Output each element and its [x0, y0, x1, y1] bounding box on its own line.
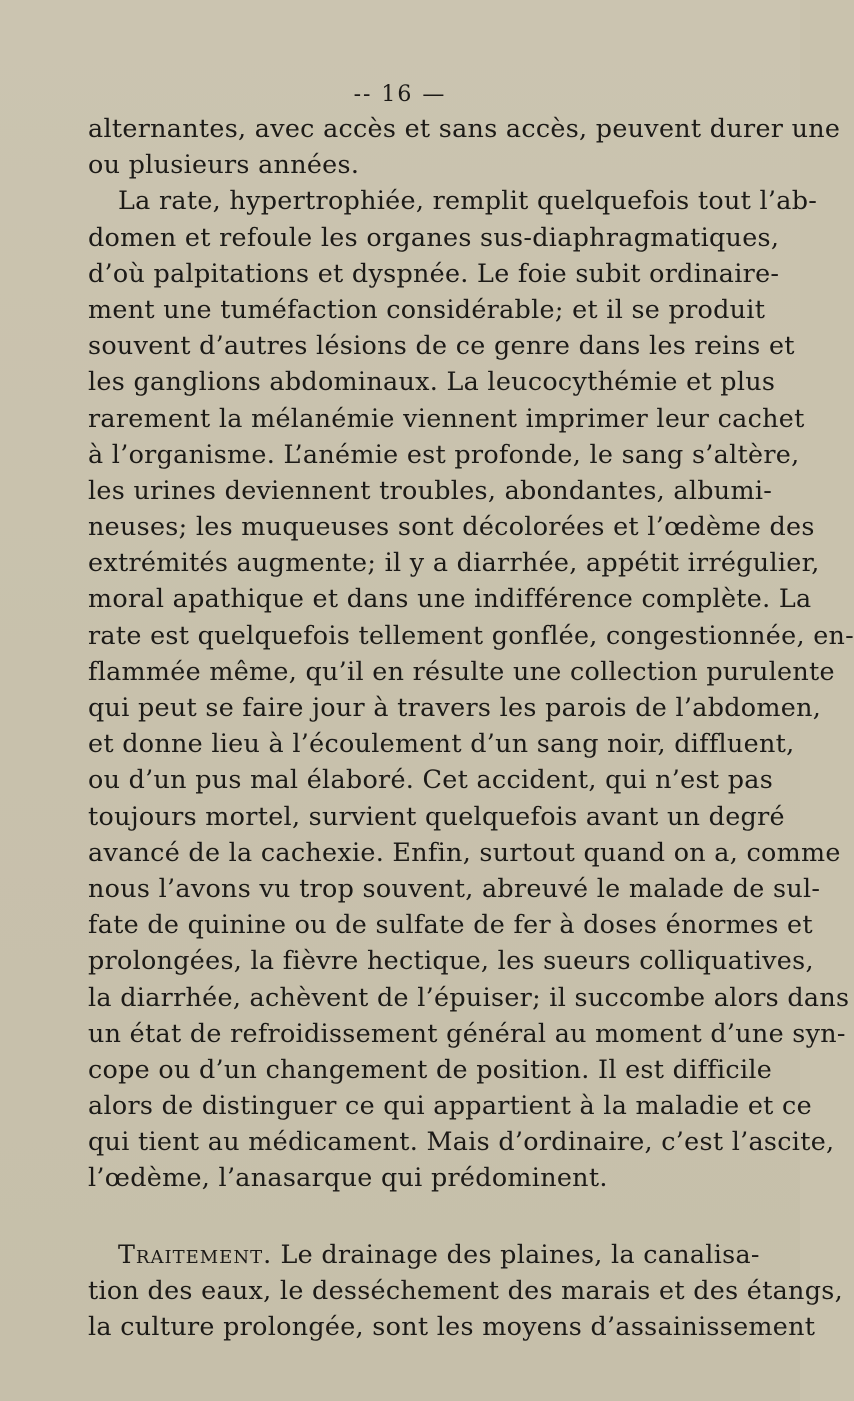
text-line: qui tient au médicament. Mais d’ordinaire, c’est l’ascite, — [88, 1126, 835, 1157]
text-line: flammée même, qu’il en résulte une collection purulente — [88, 655, 835, 686]
text-line: fate de quinine ou de sulfate de fer à doses énormes et — [88, 909, 813, 940]
section-heading: Traitement. — [118, 1238, 273, 1269]
text-line: prolongées, la fièvre hectique, les sueurs colliquatives, — [88, 945, 814, 976]
text-line: neuses; les muqueuses sont décolorées et l’œdème des — [88, 511, 815, 542]
text-line: rate est quelquefois tellement gonflée, congestionnée, en- — [88, 619, 854, 650]
text-line: à l’organisme. L’anémie est profonde, le sang s’altère, — [88, 438, 800, 469]
text-line: ment une tuméfaction considérable; et il se produit — [88, 293, 766, 324]
text-line: extrémités augmente; il y a diarrhée, appétit irrégulier, — [88, 547, 820, 578]
text-line: la culture prolongée, sont les moyens d’assainissement — [88, 1311, 816, 1341]
text-line: La rate, hypertrophiée, remplit quelquefois tout l’ab- — [118, 185, 818, 216]
text-line: ou d’un pus mal élaboré. Cet accident, qui n’est pas — [88, 764, 774, 795]
text-line: l’œdème, l’anasarque qui prédominent. — [88, 1162, 608, 1193]
text-line: les ganglions abdominaux. La leucocythémie et plus — [88, 366, 776, 397]
text-line: la diarrhée, achèvent de l’épuiser; il succombe alors dans — [88, 981, 850, 1012]
text-line: ou plusieurs années. — [88, 149, 360, 180]
paragraph-gap — [88, 1196, 738, 1236]
text-line: et donne lieu à l’écoulement d’un sang noir, diffluent, — [88, 728, 795, 759]
text-line — [88, 1236, 760, 1272]
text-line: toujours mortel, survient quelquefois avant un degré — [88, 800, 785, 831]
text-line: rarement la mélanémie viennent imprimer leur cachet — [88, 402, 805, 433]
text-line: les urines deviennent troubles, abondantes, albumi- — [88, 474, 773, 505]
text-line: souvent d’autres lésions de ce genre dans les reins et — [88, 330, 795, 361]
text-line: tion des eaux, le desséchement des marais et des étangs, — [88, 1274, 843, 1305]
text-line: domen et refoule les organes sus-diaphragmatiques, — [88, 221, 780, 252]
text-line: un état de refroidissement général au moment d’une syn- — [88, 1017, 846, 1048]
text-run: Le drainage des plaines, la canalisa- — [280, 1238, 760, 1269]
text-line: qui peut se faire jour à travers les parois de l’abdomen, — [88, 692, 822, 722]
text-line: avancé de la cachexie. Enfin, surtout quand on a, comme — [88, 836, 841, 867]
text-line: nous l’avons vu trop souvent, abreuvé le malade de sul- — [88, 872, 821, 903]
text-line: alternantes, avec accès et sans accès, peuvent durer une — [88, 113, 841, 143]
page-number: -- 16 — — [353, 82, 447, 107]
body-text — [88, 110, 854, 1344]
text-line: alors de distinguer ce qui appartient à la maladie et ce — [88, 1090, 812, 1121]
text-line: cope ou d’un changement de position. Il est difficile — [88, 1053, 773, 1084]
text-line: d’où palpitations et dyspnée. Le foie subit ordinaire- — [88, 257, 780, 288]
text-line: moral apathique et dans une indifférence complète. La — [88, 583, 812, 614]
